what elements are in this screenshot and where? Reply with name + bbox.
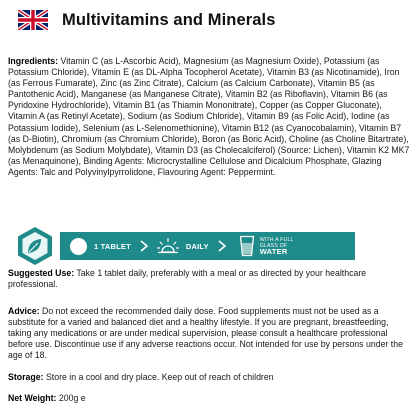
page-title: Multivitamins and Minerals bbox=[62, 10, 276, 29]
storage-section bbox=[8, 372, 410, 383]
net-weight-section bbox=[8, 393, 410, 404]
chevron-right-icon bbox=[217, 240, 227, 252]
chevron-right-icon bbox=[139, 240, 149, 252]
suggested-use-section bbox=[8, 268, 410, 290]
header bbox=[18, 10, 275, 30]
advice-text: Do not exceed the recommended daily dose. Food supplements must not be used as a substitute for a varied and balanced diet and a healthy lifestyle. If you are pregnant, breastfeeding, taking any medications or are under medical supervision, please consult a healthcare professional before use. Discontinue use if any adverse reactions occur. Not intended for use by persons under the age of 18. bbox=[8, 306, 403, 361]
ingredients-text: Vitamin C (as L-Ascorbic Acid), Magnesium (as Magnesium Oxide), Potassium (as Potassium Chloride), Vitamin E (as DL-Alpha Tocopherol Acetate), Vitamin B3 (as Nicotinamide), Iron (as Ferrous Fumarate), Zinc (as Zinc Citrate), Calcium (as Calcium Carbonate), Vitamin B5 (as Pantothenic Acid), Manganese (as Manganese Citrate), Vitamin B2 (as Riboflavin), Vitamin B6 (as Pyridoxine Hydrochloride), Vitamin B1 (as Thiamin Mononitrate), Copper (as Copper Gluconate), Vitamin A (as Retinyl Acetate), Sodium (as Sodium Chloride), Vitamin B9 (as Folic Acid), Iodine (as Potassium Iodide), Selenium (as L-Selenomethionine), Vitamin B12 (as Cyanocobalamin), Vitamin B7 (as D-Biotin), Chromium (as Chromium Chloride), Boron (as Boric Acid), Choline (as Choline Bitartrate), Molybdenum (as Sodium Molybdate), Vitamin D3 (as Cholecalciferol) (Source: Lichen), Vitamin K2 MK7 (as Menaquinone), Binding Agents: Microcrystalline Cellulose and Dicalcium Phosphate, Glazing Agents: Talc and Polyvinylpyrrolidone, Flavouring Agent: Peppermint. bbox=[8, 56, 410, 177]
wellness-leaf-icon bbox=[14, 225, 56, 267]
usage-steps bbox=[60, 232, 355, 260]
usage-strip bbox=[14, 225, 355, 267]
water-line-3: WATER bbox=[259, 247, 288, 257]
ingredients-label: Ingredients: bbox=[8, 56, 59, 66]
advice-section bbox=[8, 306, 410, 361]
water-line-1: WITH A FULL bbox=[259, 236, 294, 243]
suggested-use-text: Take 1 tablet daily, preferably with a meal or as directed by your healthcare professional. bbox=[8, 268, 367, 290]
water-line-2: GLASS OF bbox=[259, 242, 288, 249]
uk-flag-icon bbox=[18, 10, 48, 30]
ingredients-section bbox=[8, 56, 410, 178]
net-weight-label: Net Weight: bbox=[8, 393, 57, 403]
advice-label: Advice: bbox=[8, 306, 40, 316]
storage-text: Store in a cool and dry place. Keep out of reach of children bbox=[45, 372, 274, 382]
water-instruction bbox=[260, 237, 294, 256]
glass-of-water-icon bbox=[239, 235, 255, 257]
storage-label: Storage: bbox=[8, 372, 44, 382]
daily-label: DAILY bbox=[185, 241, 209, 251]
sun-icon bbox=[157, 237, 179, 255]
suggested-use-label: Suggested Use: bbox=[8, 268, 75, 278]
tablet-label: 1 TABLET bbox=[94, 241, 131, 251]
net-weight-text: 200g e bbox=[58, 393, 86, 403]
tablet-icon bbox=[70, 238, 87, 255]
